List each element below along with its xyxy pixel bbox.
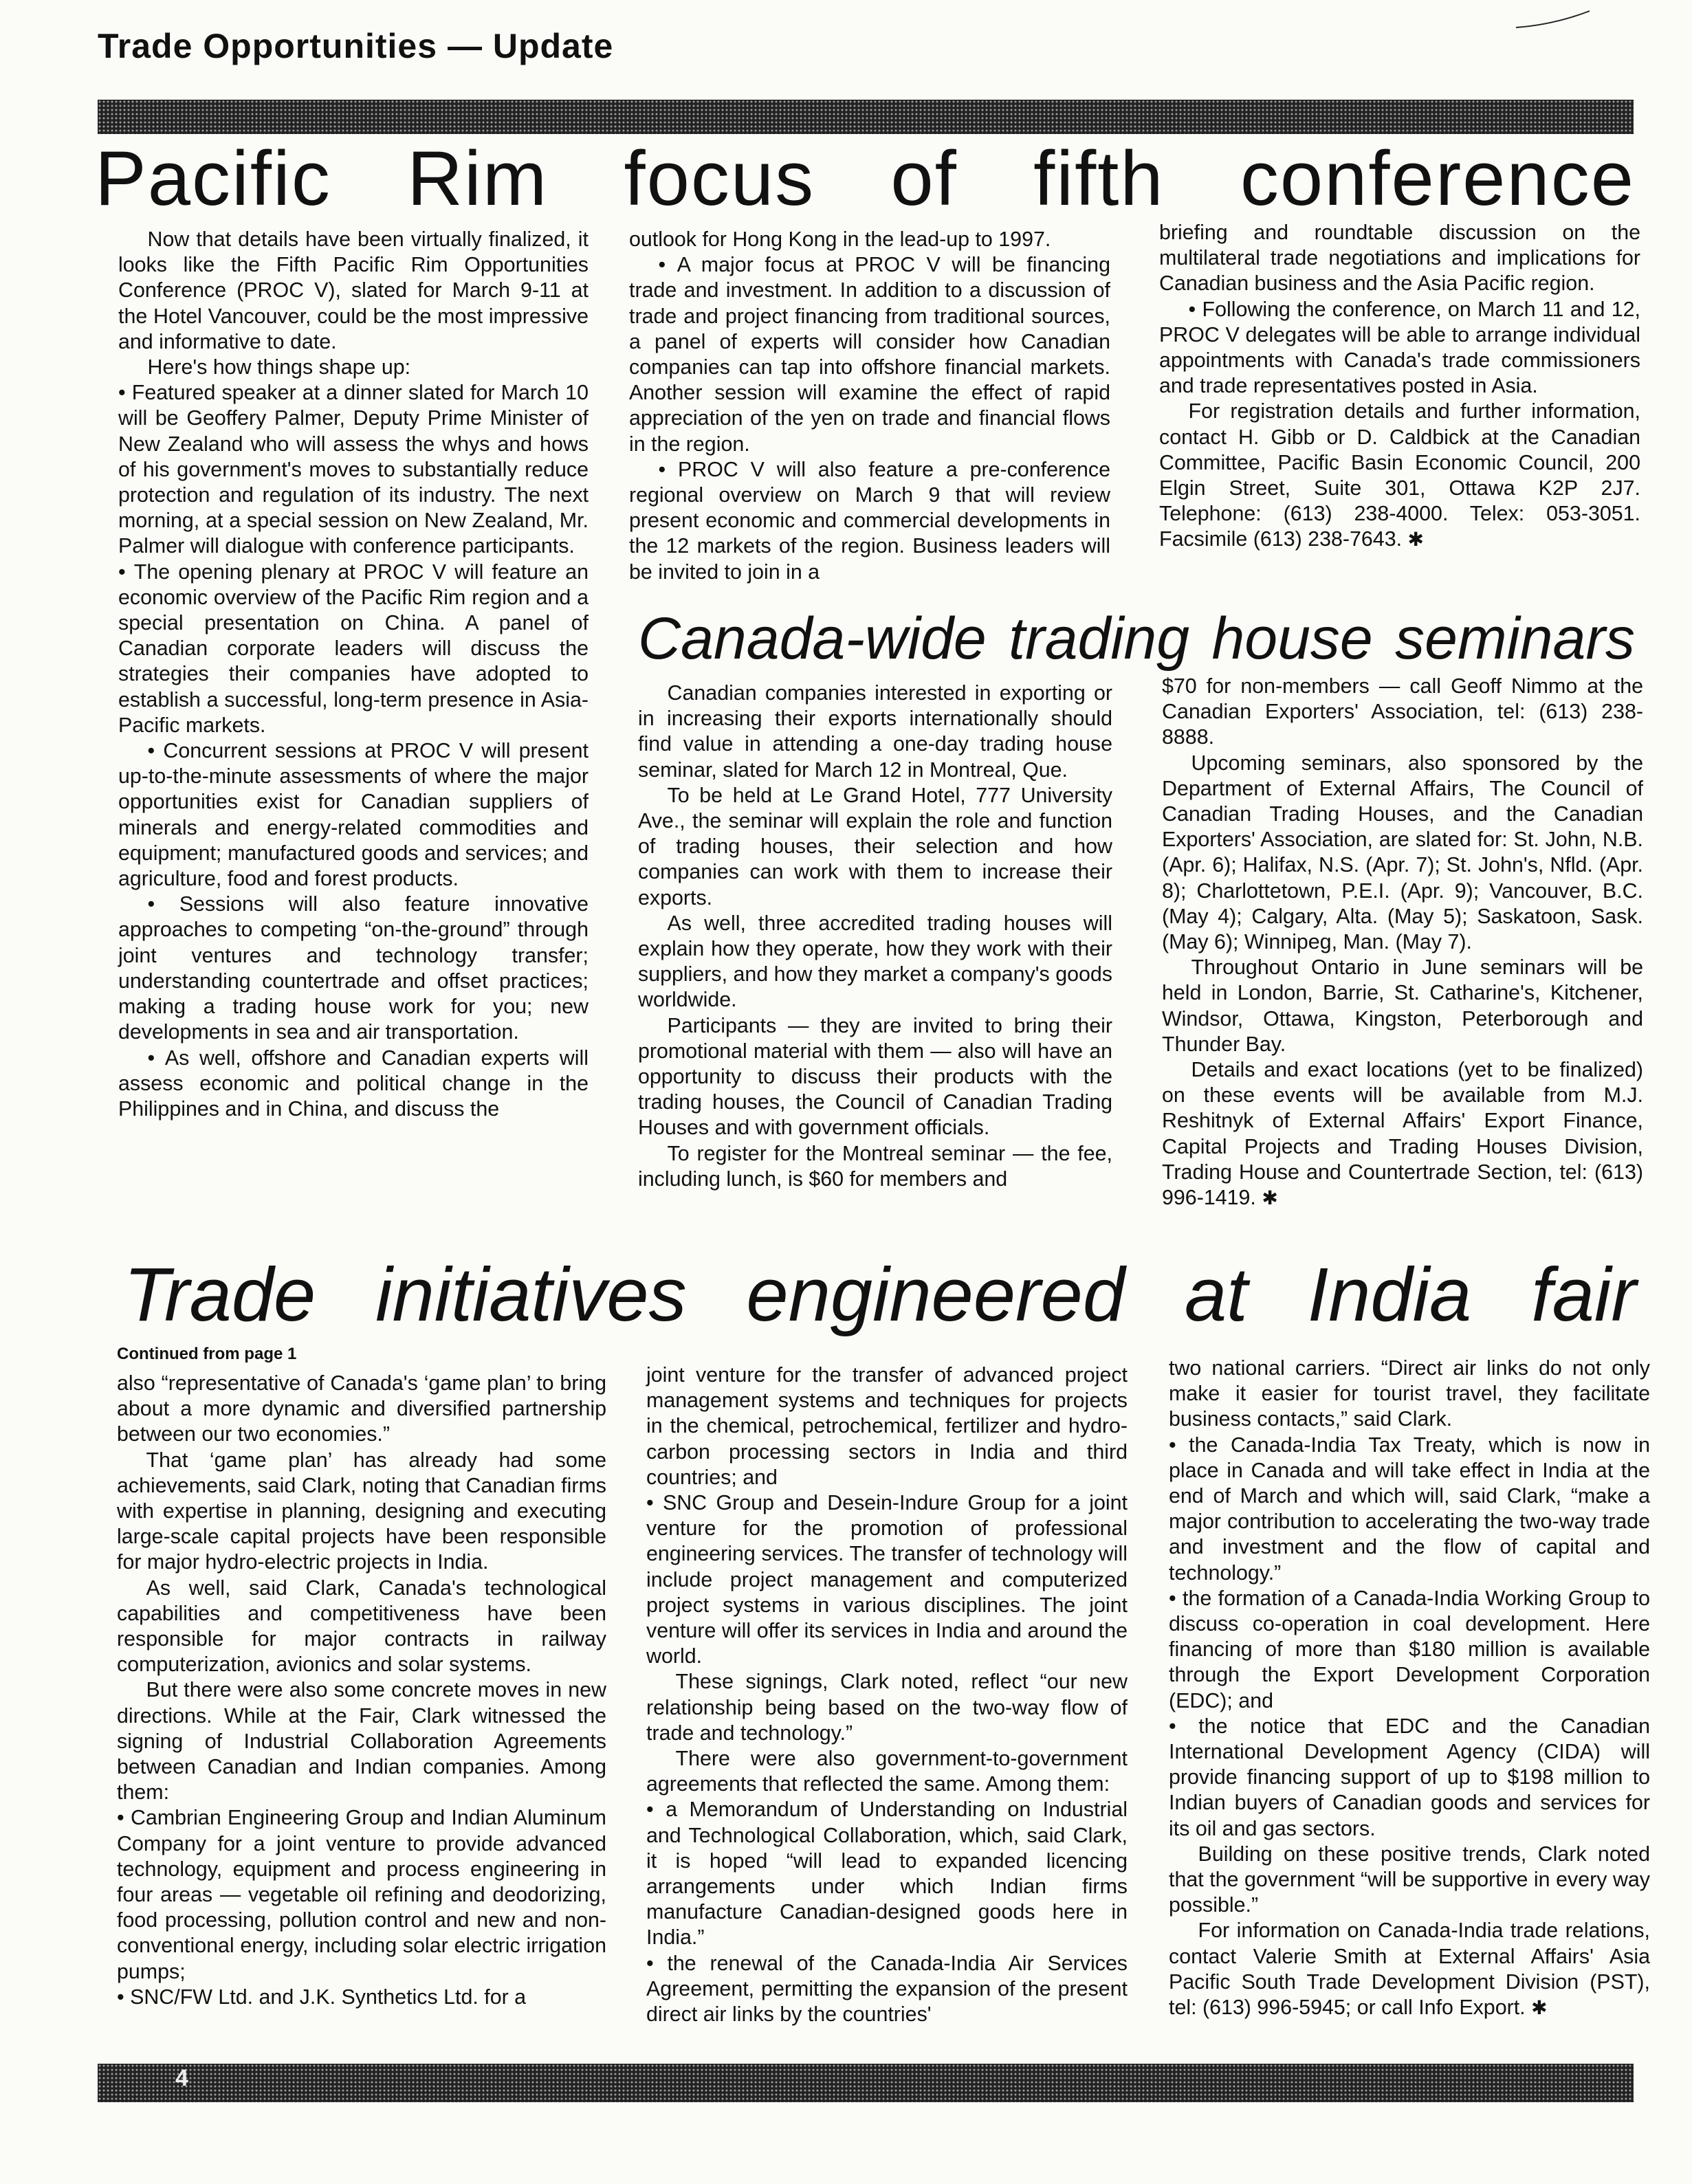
paragraph: joint venture for the transfer of advanced project management systems and techniques for projects in the chemical, petrochemical, fertilizer and hydro-carbon processing sectors in India and third countries; and	[646, 1363, 1128, 1489]
headline-india-fair: Trade initiatives engineered at India fair	[124, 1253, 1636, 1337]
article2-column-1	[638, 681, 1112, 1192]
paragraph: $70 for non-members — call Geoff Nimmo at the Canadian Exporters' Association, tel: (613) 238-8888.	[1162, 674, 1643, 749]
bullet-paragraph: • Cambrian Engineering Group and Indian Aluminum Company for a joint venture to provide advanced technology, equipment and process engineering in four areas — vegetable oil refining and deodorizing, food processing, pollution control and new and non-conventional energy, including solar electric irrigation pumps;	[117, 1805, 606, 1984]
article2-column-2	[1162, 674, 1643, 1211]
bullet-paragraph: • the Canada-India Tax Treaty, which is now in place in Canada and will take effect in India at the end of March and which will, said Clark, “make a major contribution to accelerating the two-way trade and investment and the flow of capital and technology.”	[1169, 1433, 1650, 1586]
bullet-paragraph: • Following the conference, on March 11 and 12, PROC V delegates will be able to arrange individual appointments with Canada's trade commissioners and trade representatives posted in Asia.	[1159, 297, 1640, 399]
paragraph: To be held at Le Grand Hotel, 777 University Ave., the seminar will explain the role and function of trading houses, their selection and how companies can work with them to increase their exports.	[638, 783, 1112, 909]
paragraph: outlook for Hong Kong in the lead-up to 1997.	[629, 228, 1051, 251]
paragraph: Here's how things shape up:	[147, 355, 411, 379]
continued-from-label: Continued from page 1	[117, 1345, 297, 1363]
paragraph: Now that details have been virtually finalized, it looks like the Fifth Pacific Rim Opportunities Conference (PROC V), slated for March 9-11 at the Hotel Vancouver, could be the most impressive and informative to date.	[118, 228, 589, 353]
paragraph-text: For registration details and further information, contact H. Gibb or D. Caldbick at the Canadian Committee, Pacific Basin Economic Council, 200 Elgin Street, Suite 301, Ottawa K2P 2J7. Telephone: (613) 238-4000. Telex: 053-3051. Facsimile (613) 238-7643.	[1159, 399, 1640, 551]
paragraph	[1169, 1918, 1650, 2020]
end-mark-icon: ✱	[1531, 1997, 1548, 2019]
paragraph: Canadian companies interested in exporting or in increasing their exports internationally should find value in attending a one-day trading house seminar, slated for March 12 in Montreal, Que.	[638, 681, 1112, 782]
paragraph: Building on these positive trends, Clark noted that the government “will be supportive in every way possible.”	[1169, 1842, 1650, 1917]
headline-pacific-rim: Pacific Rim focus of fifth conference	[95, 135, 1635, 221]
paragraph: briefing and roundtable discussion on the multilateral trade negotiations and implications for Canadian business and the Asia Pacific region.	[1159, 221, 1640, 296]
bullet-paragraph: • Featured speaker at a dinner slated for March 10 will be Geoffery Palmer, Deputy Prime Minister of New Zealand who will assess the whys and hows of his government's moves to substantially reduce protection and regulation of its industry. The next morning, at a special session on New Zealand, Mr. Palmer will dialogue with conference participants.	[118, 380, 589, 559]
article3-column-1	[117, 1371, 606, 2010]
bullet-paragraph: • PROC V will also feature a pre-conference regional overview on March 9 that will review present economic and commercial developments in the 12 markets of the region. Business leaders will be invited to join in a	[629, 457, 1110, 585]
article3-column-2	[646, 1363, 1128, 2027]
bullet-paragraph: • The opening plenary at PROC V will feature an economic overview of the Pacific Rim region and a special presentation on China. A panel of Canadian corporate leaders will discuss the strategies their companies have adopted to establish a successful, long-term presence in Asia-Pacific markets.	[118, 560, 589, 738]
headline-trading-house-seminars: Canada-wide trading house seminars	[638, 606, 1635, 672]
bullet-paragraph: • the notice that EDC and the Canadian International Development Agency (CIDA) will provide financing support of up to $198 million to Indian buyers of Canadian goods and services for its oil and gas sectors.	[1169, 1714, 1650, 1842]
top-rule-band	[98, 100, 1634, 134]
bullet-paragraph: • SNC/FW Ltd. and J.K. Synthetics Ltd. for a	[117, 1985, 606, 2010]
page-number: 4	[175, 2065, 188, 2091]
bullet-paragraph: • Concurrent sessions at PROC V will present up-to-the-minute assessments of where the major opportunities exist for Canadian suppliers of minerals and energy-related commodities and equipment; manufactured goods and services; and agriculture, food and forest products.	[118, 738, 589, 892]
end-mark-icon: ✱	[1407, 529, 1424, 551]
paragraph: These signings, Clark noted, reflect “our new relationship being based on the two-way flow of trade and technology.”	[646, 1670, 1128, 1745]
paragraph: Upcoming seminars, also sponsored by the Department of External Affairs, The Council of Canadian Trading Houses, and the Canadian Exporters' Association, are slated for: St. John, N.B. (Apr. 6); Halifax, N.S. (Apr. 7); St. John's, Nfld. (Apr. 8); Charlottetown, P.E.I. (Apr. 9); Vancouver, B.C. (May 4); Calgary, Alta. (May 5); Saskatoon, Sask. (May 6); Winnipeg, Man. (May 7).	[1162, 751, 1643, 954]
paragraph: two national carriers. “Direct air links do not only make it easier for tourist travel, they facilitate business contacts,” said Clark.	[1169, 1356, 1650, 1431]
paragraph: There were also government-to-government agreements that reflected the same. Among them:	[646, 1747, 1128, 1796]
article1-column-2	[629, 227, 1110, 585]
bullet-paragraph: • Sessions will also feature innovative approaches to competing “on-the-ground” through joint ventures and technology transfer; understanding countertrade and offset practices; making a trading house work for you; new developments in sea and air transportation.	[118, 892, 589, 1045]
article1-column-3	[1159, 220, 1640, 553]
paragraph: As well, three accredited trading houses will explain how they operate, how they work with their suppliers, and how they market a company's goods worldwide.	[638, 911, 1112, 1012]
bullet-paragraph: • a Memorandum of Understanding on Industrial and Technological Collaboration, which, said Clark, it is hoped “will lead to expanded licencing arrangements under which Indian firms manufacture Canadian-designed goods here in India.”	[646, 1797, 1128, 1950]
bullet-paragraph: • the formation of a Canada-India Working Group to discuss co-operation in coal development. Here financing of more than $180 million is available through the Export Development Corporation (EDC); and	[1169, 1586, 1650, 1714]
paragraph: But there were also some concrete moves in new directions. While at the Fair, Clark witnessed the signing of Industrial Collaboration Agreements between Canadian and Indian companies. Among them:	[117, 1678, 606, 1805]
article1-column-1	[118, 227, 589, 1122]
bullet-paragraph: • SNC Group and Desein-Indure Group for a joint venture for the promotion of professional engineering services. The transfer of technology will include project management and computerized project systems in various disciplines. The joint venture will offer its services in India and around the world.	[646, 1490, 1128, 1669]
paragraph-text: For information on Canada-India trade relations, contact Valerie Smith at External Affairs' Asia Pacific South Trade Development Division (PST), tel: (613) 996-5945; or call Info Export.	[1169, 1919, 1650, 2020]
paragraph: also “representative of Canada's ‘game plan’ to bring about a more dynamic and diversified partnership between our two economies.”	[117, 1371, 606, 1446]
end-mark-icon: ✱	[1262, 1187, 1278, 1209]
pen-mark	[1513, 7, 1595, 34]
bottom-rule-band	[98, 2064, 1634, 2102]
paragraph	[1159, 399, 1640, 552]
paragraph	[1162, 1057, 1643, 1211]
paragraph: That ‘game plan’ has already had some achievements, said Clark, noting that Canadian firms with expertise in planning, designing and executing large-scale capital projects have been responsible for major hydro-electric projects in India.	[117, 1448, 606, 1574]
article3-column-3	[1169, 1356, 1650, 2020]
bullet-paragraph: • A major focus at PROC V will be financing trade and investment. In addition to a discussion of trade and project financing from traditional sources, a panel of experts will consider how Canadian companies can tap into offshore financial markets. Another session will examine the effect of rapid appreciation of the yen on trade and financial flows in the region.	[629, 252, 1110, 457]
paragraph: To register for the Montreal seminar — the fee, including lunch, is $60 for members and	[638, 1141, 1112, 1191]
section-label: Trade Opportunities — Update	[98, 27, 614, 65]
paragraph: Participants — they are invited to bring their promotional material with them — also will have an opportunity to discuss their products with the trading houses, the Council of Canadian Trading Houses and with government officials.	[638, 1013, 1112, 1140]
bullet-paragraph: • the renewal of the Canada-India Air Services Agreement, permitting the expansion of the present direct air links by the countries'	[646, 1951, 1128, 2028]
bullet-paragraph: • As well, offshore and Canadian experts will assess economic and political change in the Philippines and in China, and discuss the	[118, 1046, 589, 1123]
paragraph: Throughout Ontario in June seminars will be held in London, Barrie, St. Catharine's, Kitchener, Windsor, Ottawa, Kingston, Peterborough and Thunder Bay.	[1162, 956, 1643, 1056]
paragraph-text: Details and exact locations (yet to be finalized) on these events will be available from M.J. Reshitnyk of External Affairs' Export Finance, Capital Projects and Trading Houses Division, Trading House and Countertrade Section, tel: (613) 996-1419.	[1162, 1058, 1643, 1210]
paragraph: As well, said Clark, Canada's technological capabilities and competitiveness have been responsible for major contracts in railway computerization, avionics and solar systems.	[117, 1576, 606, 1677]
